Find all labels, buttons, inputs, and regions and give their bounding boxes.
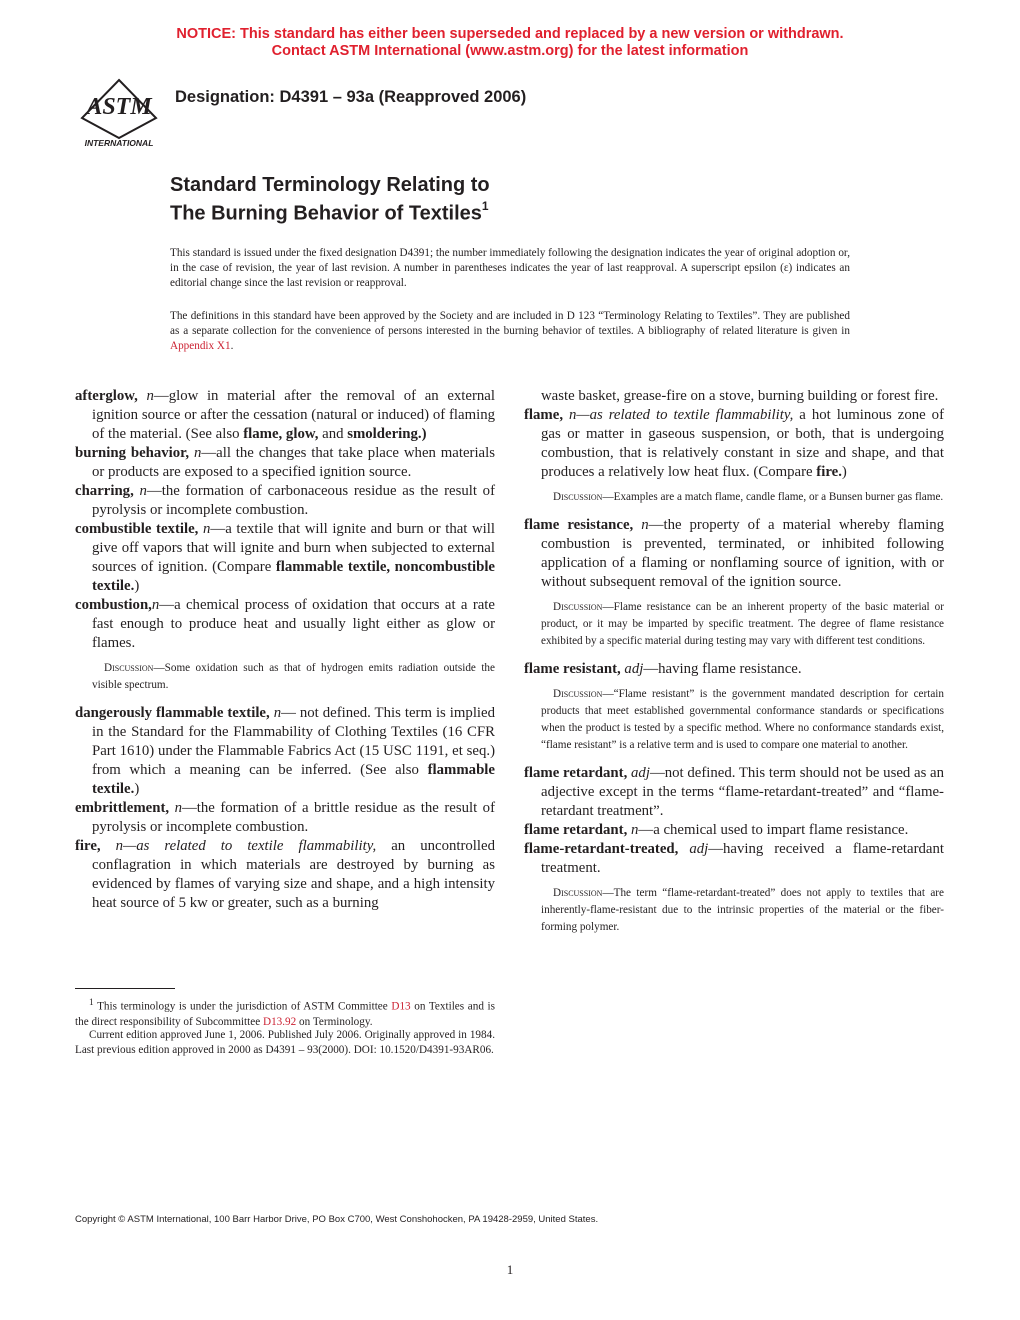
term-charring: charring, n—the formation of carbonaceous residue as the result of pyrolysis or incomplete combustion. bbox=[75, 483, 495, 518]
discussion-flame-retardant-treated: Discussion—The term “flame-retardant-treated” does not apply to textiles that are inherently-flame-resistant due to the intrinsic properties of the material or the fiber-forming polymer. bbox=[541, 887, 944, 933]
discussion-flame-resistance: Discussion—Flame resistance can be an inherent property of the basic material or product, or it may be imparted by specific treatment. The degree of flame resistance exhibited by a specific material during testing may vary with different test conditions. bbox=[541, 601, 944, 647]
right-column bbox=[524, 387, 944, 946]
committee-d13-link[interactable]: D13 bbox=[391, 1000, 411, 1013]
left-column bbox=[75, 387, 495, 913]
withdrawal-notice bbox=[0, 26, 1020, 60]
term-fire: fire, n—as related to textile flammability, an uncontrolled conflagration in which materials are destroyed by burning as evidenced by flames of varying size and shape, and a high intensity heat source of 5 kw or greater, such as a burning bbox=[75, 838, 495, 911]
designation: Designation: D4391 – 93a (Reapproved 2006) bbox=[175, 88, 527, 106]
term-combustible-textile: combustible textile, n—a textile that will ignite and burn or that will give off vapors that will ignite and burn when subjected to external sources of ignition. (Compare flammable textile, noncombustible textile.) bbox=[75, 521, 496, 594]
term-flame-resistance: flame resistance, n—the property of a material whereby flaming combustion is prevented, terminated, or inhibited following application of a flaming or nonflaming source of ignition, with or without subsequent removal of the ignition source. bbox=[524, 517, 945, 590]
term-fire-continued: waste basket, grease-fire on a stove, burning building or forest fire. bbox=[541, 388, 939, 404]
term-flame-retardant-treated: flame-retardant-treated, adj—having received a flame-retardant treatment. bbox=[524, 841, 945, 876]
term-flame-retardant-adj: flame retardant, adj—not defined. This term should not be used as an adjective except in the terms “flame-retardant-treated” and “flame-retardant treatment”. bbox=[524, 765, 944, 819]
term-afterglow: afterglow, n—glow in material after the removal of an external ignition source or after the cessation (natural or induced) of flaming of the material. (See also flame, glow, and smoldering.) bbox=[75, 388, 495, 442]
discussion-flame: Discussion—Examples are a match flame, candle flame, or a Bunsen burner gas flame. bbox=[553, 491, 944, 503]
term-flame: flame, n—as related to textile flammability, a hot luminous zone of gas or matter in gaseous suspension, or both, that is undergoing combustion, that is relatively constant in size and shape, and that produces a relatively low heat flux. (Compare fire.) bbox=[524, 407, 944, 480]
term-embrittlement: embrittlement, n—the formation of a brittle residue as the result of pyrolysis or incomplete combustion. bbox=[75, 800, 495, 835]
footnote-edition: Current edition approved June 1, 2006. Published July 2006. Originally approved in 1984. Last previous edition approved in 2000 as D4391 – 93(2000). DOI: 10.1520/D4391-93AR06. bbox=[75, 1029, 495, 1056]
copyright: Copyright © ASTM International, 100 Barr Harbor Drive, PO Box C700, West Conshohocken, PA 19428-2959, United States. bbox=[75, 1214, 599, 1225]
astm-logo bbox=[76, 74, 162, 150]
footnote-divider bbox=[75, 988, 175, 989]
term-combustion: combustion,n—a chemical process of oxidation that occurs at a rate fast enough to produce heat and usually light either as glow or flames. bbox=[75, 597, 495, 651]
term-flame-retardant-noun: flame retardant, n—a chemical used to impart flame resistance. bbox=[524, 822, 909, 838]
appendix-link[interactable]: Appendix X1 bbox=[170, 340, 231, 352]
title-line-2: The Burning Behavior of Textiles$^1$ bbox=[170, 199, 489, 225]
issuance-statement: This standard is issued under the fixed designation D4391; the number immediately following the designation indicates the year of original adoption or, in the case of revision, the year of last revision. A number in parentheses indicates the year of last reapproval. A superscript epsilon (ε) indicates an editorial change since the last revision or reapproval. bbox=[170, 247, 850, 289]
notice-line-1: NOTICE: This standard has either been superseded and replaced by a new version or withdrawn. bbox=[176, 26, 844, 42]
term-burning-behavior: burning behavior, n—all the changes that take place when materials or products are exposed to a specified ignition source. bbox=[75, 445, 495, 480]
footnote-jurisdiction: $^1$ This terminology is under the jurisdiction of ASTM Committee D13 on Textiles and is the direct responsibility of Subcommittee D13.92 on Terminology. bbox=[75, 998, 495, 1028]
logo-subtext: INTERNATIONAL bbox=[84, 138, 154, 148]
astm-seal-icon bbox=[76, 74, 162, 150]
logo-text: ASTM bbox=[86, 94, 152, 120]
title-line-1: Standard Terminology Relating to bbox=[170, 174, 490, 196]
definitions-statement: The definitions in this standard have been approved by the Society and are included in D 123 “Terminology Relating to Textiles”. They are published as a separate collection for the convenience of persons interested in the burning behavior of textiles. A bibliography of related literature is given in Appendix X1. bbox=[170, 310, 850, 352]
discussion-combustion: Discussion—Some oxidation such as that of hydrogen emits radiation outside the visible spectrum. bbox=[92, 662, 495, 691]
term-flame-resistant: flame resistant, adj—having flame resistance. bbox=[524, 661, 802, 677]
document-title bbox=[170, 174, 490, 226]
notice-line-2: Contact ASTM International (www.astm.org) for the latest information bbox=[271, 43, 749, 59]
subcommittee-d13-92-link[interactable]: D13.92 bbox=[262, 1015, 297, 1028]
title-footnote-mark[interactable]: 1 bbox=[481, 199, 489, 213]
discussion-flame-resistant: Discussion—“Flame resistant” is the government mandated description for certain products that meet established governmental conformance standards or specifications when the product is tested by a specific method. Where no conformance standards exist, “flame resistant” is a relative term and is used to compare one material to another. bbox=[541, 688, 944, 751]
term-dangerously-flammable-textile: dangerously flammable textile, n— not defined. This term is implied in the Standard for the Flammability of Clothing Textiles (16 CFR Part 1610) under the Flammable Fabrics Act (15 USC 1191, et seq.) from which a meaning can be inferred. (See also flammable textile.) bbox=[75, 705, 496, 797]
page-number: 1 bbox=[506, 1262, 514, 1277]
